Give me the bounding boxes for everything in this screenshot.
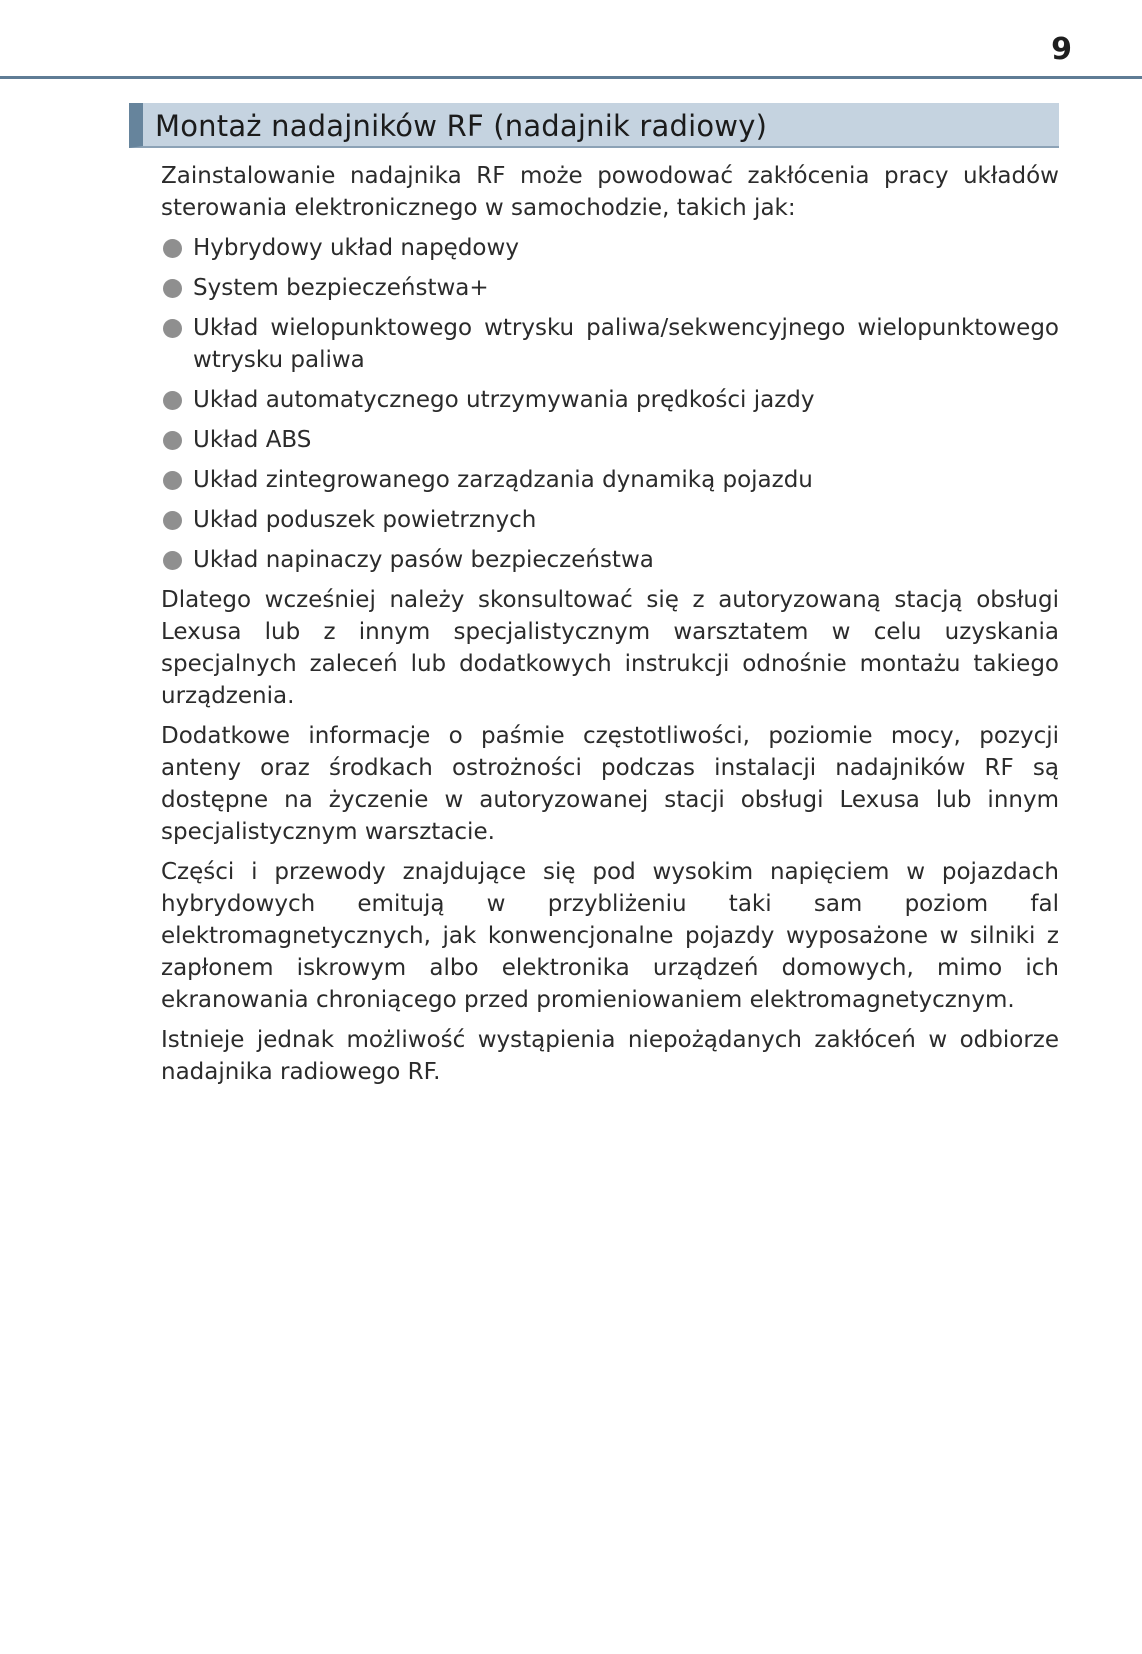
list-item-text: Hybrydowy układ napędowy bbox=[193, 235, 519, 261]
emission-paragraph: Części i przewody znajdujące się pod wysokim napięciem w pojazdach hybrydowych emitują w przybliżeniu taki sam poziom fal elektromagnetycznych, jak konwencjonalne pojazdy wyposażone w silniki z zapłonem iskrowym albo elektronika urządzeń domowych, mimo ich ekranowania chroniącego przed promieniowaniem elektromagnetycznym. bbox=[161, 859, 1059, 1013]
page-number: 9 bbox=[1051, 32, 1072, 67]
list-item-text: System bezpieczeństwa+ bbox=[193, 275, 489, 301]
bullet-icon bbox=[163, 511, 182, 530]
list-item-text: Układ automatycznego utrzymywania prędkości jazdy bbox=[193, 387, 815, 413]
list-item bbox=[161, 504, 1059, 536]
content-body bbox=[161, 160, 1059, 1096]
bullet-icon bbox=[163, 551, 182, 570]
list-item-text: Układ ABS bbox=[193, 427, 312, 453]
info-paragraph: Dodatkowe informacje o paśmie częstotliwości, poziomie mocy, pozycji anteny oraz środkach ostrożności podczas instalacji nadajników RF są dostępne na życzenie w autoryzowanej stacji obsługi Lexusa lub innym specjalistycznym warsztacie. bbox=[161, 723, 1059, 845]
list-item-text: Układ napinaczy pasów bezpieczeństwa bbox=[193, 547, 654, 573]
list-item-text: Układ poduszek powietrznych bbox=[193, 507, 537, 533]
list-item bbox=[161, 544, 1059, 576]
bullet-icon bbox=[163, 431, 182, 450]
intro-paragraph: Zainstalowanie nadajnika RF może powodować zakłócenia pracy układów sterowania elektronicznego w samochodzie, takich jak: bbox=[161, 163, 1059, 221]
section-title: Montaż nadajników RF (nadajnik radiowy) bbox=[155, 109, 768, 143]
list-item bbox=[161, 464, 1059, 496]
bullet-icon bbox=[163, 319, 182, 338]
list-item bbox=[161, 384, 1059, 416]
bullet-icon bbox=[163, 391, 182, 410]
list-item-text: Układ wielopunktowego wtrysku paliwa/sekwencyjnego wielopunktowego wtrysku paliwa bbox=[193, 315, 1059, 373]
interference-paragraph: Istnieje jednak możliwość wystąpienia niepożądanych zakłóceń w odbiorze nadajnika radiowego RF. bbox=[161, 1027, 1059, 1085]
list-item bbox=[161, 232, 1059, 264]
list-item bbox=[161, 272, 1059, 304]
header-rule bbox=[0, 76, 1142, 79]
list-item bbox=[161, 312, 1059, 376]
bullet-icon bbox=[163, 279, 182, 298]
section-heading bbox=[129, 103, 1059, 148]
list-item-text: Układ zintegrowanego zarządzania dynamiką pojazdu bbox=[193, 467, 813, 493]
bullet-icon bbox=[163, 471, 182, 490]
bullet-icon bbox=[163, 239, 182, 258]
bullet-list bbox=[161, 232, 1059, 576]
list-item bbox=[161, 424, 1059, 456]
consult-paragraph: Dlatego wcześniej należy skonsultować się z autoryzowaną stacją obsługi Lexusa lub z innym specjalistycznym warsztatem w celu uzyskania specjalnych zaleceń lub dodatkowych instrukcji odnośnie montażu takiego urządzenia. bbox=[161, 587, 1059, 709]
